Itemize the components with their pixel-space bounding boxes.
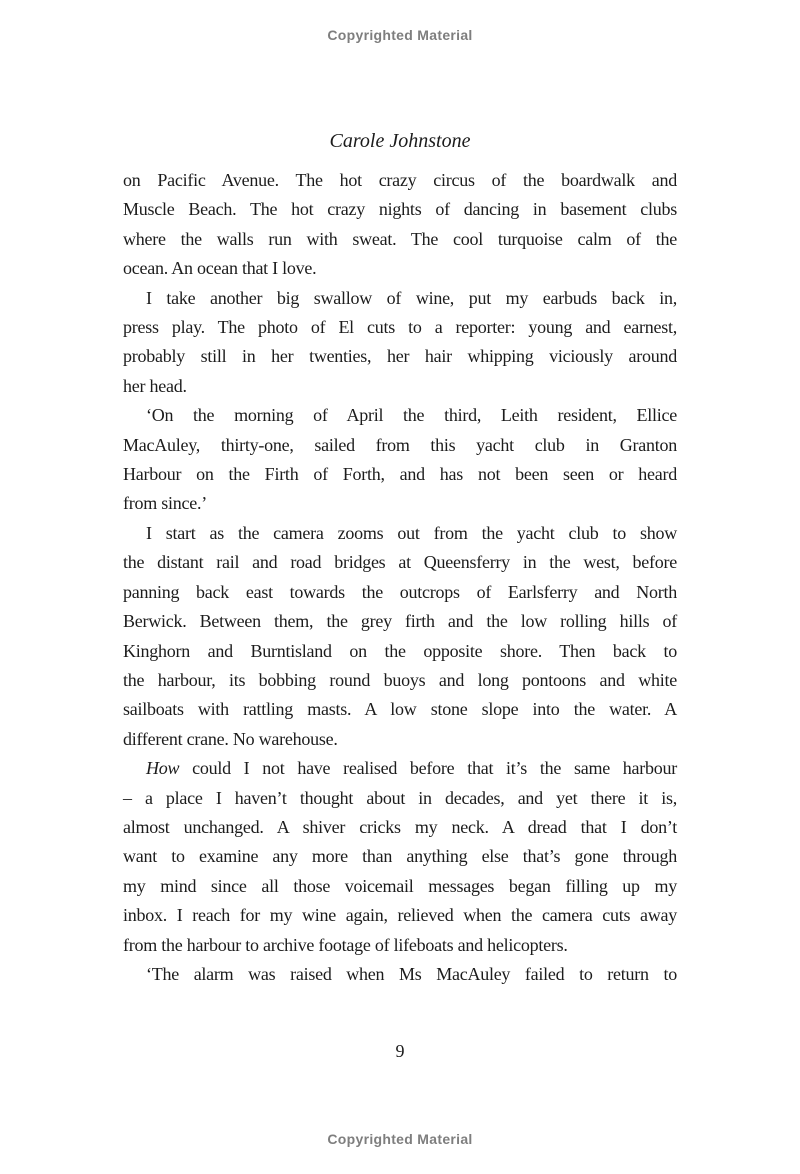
page-number: 9 [395,1041,405,1061]
text-segment: Harbour on the Firth of Forth, and has not been seen or heard [123,464,677,485]
text-line [123,372,677,401]
text-segment: ocean. An ocean that I love. [123,258,317,279]
text-line [123,578,677,607]
paragraph [123,754,677,960]
text-segment: MacAuley, thirty-one, sailed from this yacht club in Granton [123,434,677,455]
paragraph [123,401,677,519]
text-segment: I start as the camera zooms out from the yacht club to show [146,522,677,543]
text-segment: Muscle Beach. The hot crazy nights of dancing in basement clubs [123,199,677,220]
italic-text: How [146,758,180,779]
text-line [123,313,677,342]
text-segment: ‘The alarm was raised when Ms MacAuley failed to return to [146,963,677,984]
text-segment: the distant rail and road bridges at Queensferry in the west, before [123,552,677,573]
text-line [123,666,677,695]
text-line [123,225,677,254]
text-segment: Kinghorn and Burntisland on the opposite shore. Then back to [123,640,677,661]
text-line [123,754,677,783]
text-segment: – a place I haven’t thought about in decades, and yet there it is, [123,787,677,808]
text-line [123,960,677,989]
text-segment: probably still in her twenties, her hair whipping viciously around [123,346,677,367]
text-segment: from the harbour to archive footage of lifeboats and helicopters. [123,934,568,955]
text-segment: panning back east towards the outcrops of Earlsferry and North [123,581,677,602]
text-segment: from since.’ [123,493,207,514]
copyright-notice-top: Copyrighted Material [327,27,473,43]
text-line [123,784,677,813]
text-segment: sailboats with rattling masts. A low stone slope into the water. A [123,699,677,720]
text-line [123,431,677,460]
text-line [123,607,677,636]
text-segment: my mind since all those voicemail messages began filling up my [123,875,677,896]
text-line [123,695,677,724]
text-segment: Berwick. Between them, the grey firth and the low rolling hills of [123,611,677,632]
text-segment: where the walls run with sweat. The cool turquoise calm of the [123,228,677,249]
paragraph [123,166,677,284]
text-line [123,725,677,754]
text-line [123,401,677,430]
text-line [123,872,677,901]
text-line [123,842,677,871]
text-segment: press play. The photo of El cuts to a reporter: young and earnest, [123,317,677,338]
text-line [123,519,677,548]
text-line [123,901,677,930]
text-line [123,813,677,842]
text-segment: ‘On the morning of April the third, Leith resident, Ellice [146,405,677,426]
paragraph [123,960,677,989]
text-line [123,284,677,313]
running-header-author: Carole Johnstone [329,130,471,152]
body-text [123,166,677,989]
text-line [123,489,677,518]
text-segment: almost unchanged. A shiver cricks my neck. A dread that I don’t [123,816,677,837]
copyright-notice-bottom: Copyrighted Material [327,1131,473,1147]
text-line [123,195,677,224]
text-segment: could I not have realised before that it’s the same harbour [179,758,677,779]
text-line [123,548,677,577]
text-line [123,637,677,666]
text-line [123,342,677,371]
text-line [123,254,677,283]
text-line [123,460,677,489]
paragraph [123,284,677,402]
text-segment: different crane. No warehouse. [123,728,338,749]
text-segment: her head. [123,375,187,396]
text-line [123,931,677,960]
text-segment: I take another big swallow of wine, put my earbuds back in, [146,287,677,308]
text-segment: want to examine any more than anything else that’s gone through [123,846,677,867]
text-line [123,166,677,195]
text-segment: inbox. I reach for my wine again, relieved when the camera cuts away [123,905,677,926]
text-segment: the harbour, its bobbing round buoys and long pontoons and white [123,669,677,690]
text-segment: on Pacific Avenue. The hot crazy circus of the boardwalk and [123,170,677,190]
paragraph [123,519,677,754]
